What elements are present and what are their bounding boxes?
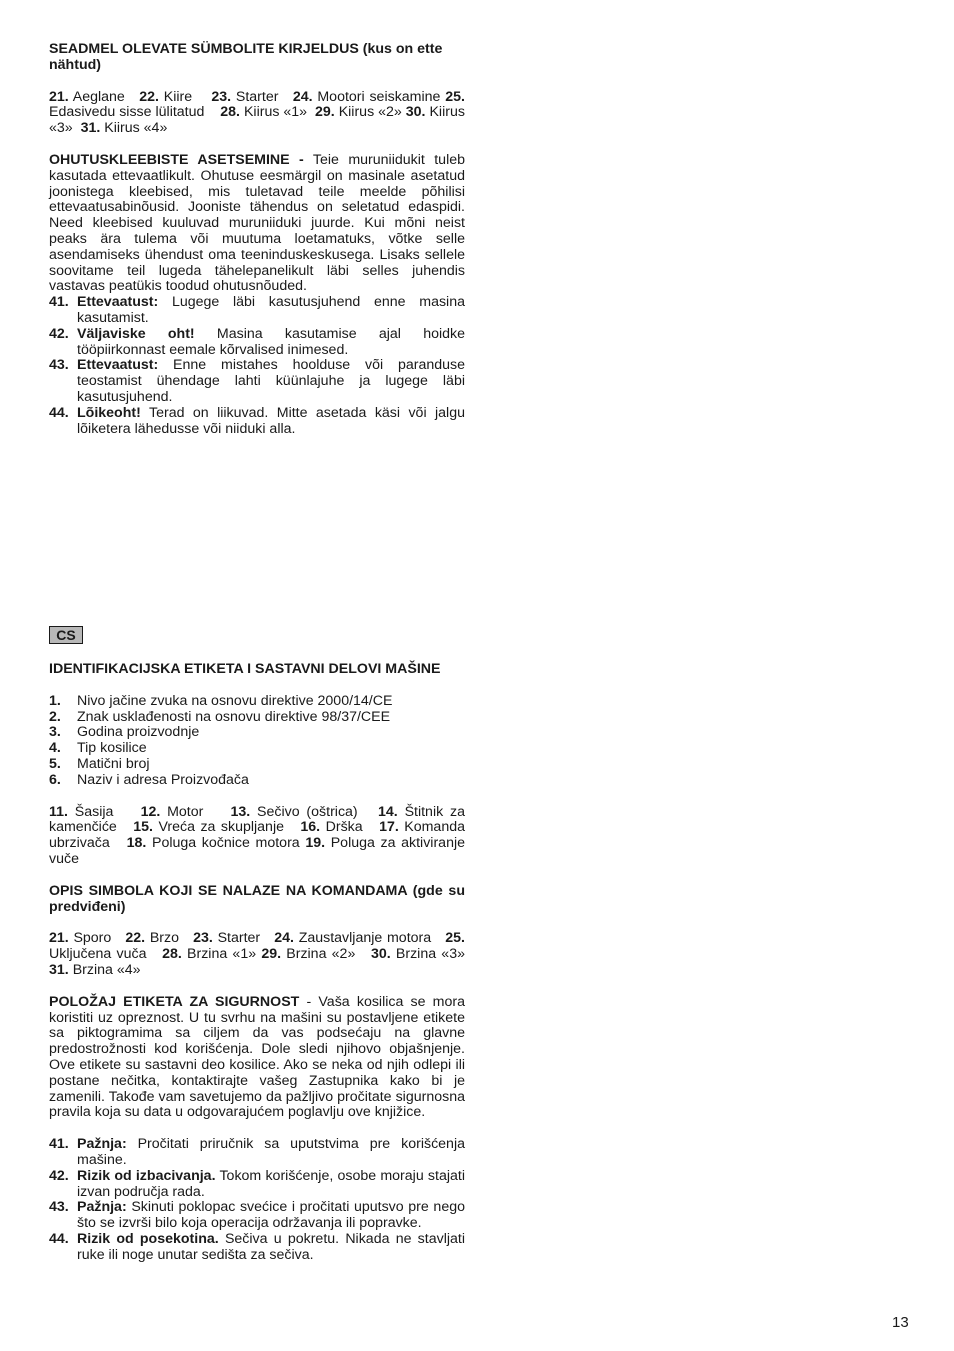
cs-parts-list: 11. Šasija 12. Motor 13. Sečivo (oštrica) 14. Štitnik za kamenčiće 15. Vreća za skupljanje 16. Drška 17. Komanda ubrzivača 18. Poluga kočnice motora 19. Poluga za aktiviranje vuče <box>49 803 466 867</box>
et-safety-intro: OHUTUSKLEEBISTE ASETSEMINE - Teie muruniidukit tuleb kasutada ettevaatlikult. Ohutuse eesmärgil on masinale asetatud joonistega kleebised, mis tuletavad teile meelde põhilisi ettevaatusabinõusid. Jooniste tähendus on seletatud edaspidi. Need kleebised kuuluvad muruniiduki juurde. Kui mõni neist peaks ära tulema või muutuma loetamatuks, võtke selle asendamiseks ühendust oma teeninduskeskusega. Lisaks sellele soovitame teil lugeda tähelepanelikult läbi selles juhendis vastavas peatükis toodud ohutusnõuded. <box>49 151 466 295</box>
list-item: 42. Väljaviske oht! Masina kasutamise ajal hoidke tööpiirkonnast eemale kõrvalised inimesed. <box>49 325 465 358</box>
page-number: 13 <box>892 1314 909 1331</box>
cs-safety-list <box>49 1137 465 1263</box>
list-item: 41. Pažnja: Pročitati priručnik sa uputstvima pre korišćenja mašine. <box>49 1136 465 1168</box>
list-item: 1. Nivo jačine zvuka na osnovu direktive 2000/14/CE <box>49 692 393 709</box>
et-symbols-heading: SEADMEL OLEVATE SÜMBOLITE KIRJELDUS (kus on ette nähtud) <box>49 41 443 73</box>
cs-symbols-heading: OPIS SIMBOLA KOJI SE NALAZE NA KOMANDAMA (gde su predviđeni) <box>49 882 465 915</box>
list-item: 44. Rizik od posekotina. Sečiva u pokretu. Nikada ne stavljati ruke ili noge unutar sedišta za sečiva. <box>49 1230 465 1263</box>
cs-ident-list <box>49 694 465 789</box>
list-item: 43. Pažnja: Skinuti poklopac svećice i pročitati uputsvo pre nego što se izvrši bilo koja operacija održavanja ili popravke. <box>49 1199 465 1232</box>
list-item: 5. Matični broj <box>49 755 150 772</box>
et-section <box>49 42 465 437</box>
language-tag: CS <box>49 626 83 644</box>
cs-ident-heading: IDENTIFIKACIJSKA ETIKETA I SASTAVNI DELOVI MAŠINE <box>49 661 441 677</box>
list-item: 41. Ettevaatust: Lugege läbi kasutusjuhend enne masina kasutamist. <box>49 294 465 326</box>
list-item: 44. Lõikeoht! Terad on liikuvad. Mitte asetada käsi või jalgu lõiketera lähedusse või niiduki alla. <box>49 404 465 437</box>
list-item: 3. Godina proizvodnje <box>49 724 200 741</box>
list-item: 43. Ettevaatust: Enne mistahes hoolduse või paranduse teostamist ühendage lahti küünlajuhe ja lugege läbi kasutusjuhend. <box>49 357 465 405</box>
cs-section <box>49 662 465 1264</box>
cs-safety-intro: POLOŽAJ ETIKETA ZA SIGURNOST - Vaša kosilica se mora koristiti uz opreznost. U tu svrhu na mašini su postavljene etikete sa piktogramima sa ciljem da vas podsećaju na glavne predostrožnosti kod korišćenja. Dole sledi njihovo objašnjenje. Ove etikete su sastavni deo kosilice. Ako se neka od njih odlepi ili postane nečitka, kontaktirajte vašeg Zastupnika kako bi je zamenili. Takođe vam savetujemo da pažljivo pročitate sigurnosna pravila koja su data u odgovarajućem poglavlju ove knjižice. <box>49 993 465 1121</box>
list-item: 2. Znak usklađenosti na osnovu direktive 98/37/CEE <box>49 708 391 725</box>
et-safety-list <box>49 295 465 437</box>
cs-symbols-list: 21. Sporo 22. Brzo 23. Starter 24. Zaustavljanje motora 25. Uključena vuča 28. Brzina «1» 29. Brzina «2» 30. Brzina «3» 31. Brzina «4» <box>49 930 465 978</box>
et-symbols-list: 21. Aeglane 22. Kiire 23. Starter 24. Mootori seiskamine 25. Edasivedu sisse lülitatud 28. Kiirus «1» 29. Kiirus «2» 30. Kiirus «3» 31. Kiirus «4» <box>49 88 465 137</box>
list-item: 4. Tip kosilice <box>49 740 147 757</box>
list-item: 6. Naziv i adresa Proizvođača <box>49 771 249 788</box>
list-item: 42. Rizik od izbacivanja. Tokom korišćenje, osobe moraju stajati izvan područja rada. <box>49 1167 465 1200</box>
